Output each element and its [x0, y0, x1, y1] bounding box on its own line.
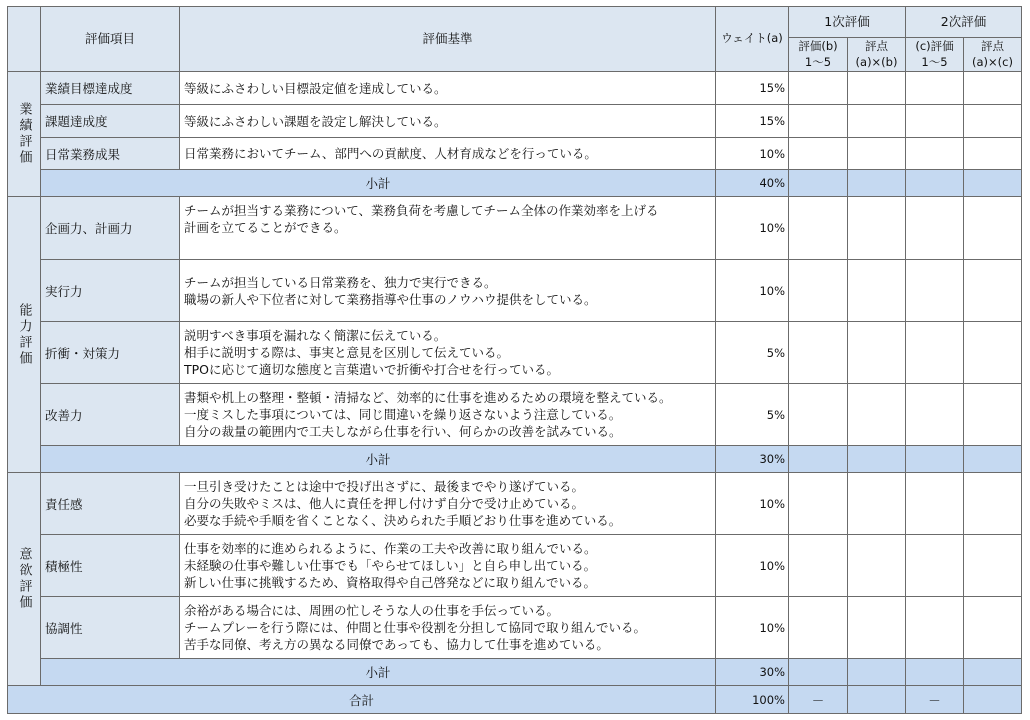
- subtotal-weight: 40%: [716, 170, 789, 197]
- header-first-score: [848, 38, 906, 72]
- first-rating-cell[interactable]: [789, 138, 848, 170]
- header-corner: [8, 7, 41, 72]
- item-criteria: [180, 322, 716, 384]
- table-row: [8, 138, 1022, 170]
- first-score-cell: [848, 138, 906, 170]
- subtotal-cell: [789, 170, 848, 197]
- criteria-line: 必要な手続や手順を省くことなく、決められた手順どおり仕事を進めている。: [184, 513, 622, 528]
- table-row: [8, 473, 1022, 535]
- item-weight: 5%: [716, 384, 789, 446]
- criteria-line: 一度ミスした事項については、同じ間違いを繰り返さないよう注意している。: [184, 407, 622, 422]
- item-weight: 10%: [716, 260, 789, 322]
- table-row: [8, 322, 1022, 384]
- first-score-cell: [848, 384, 906, 446]
- second-rating-cell[interactable]: [906, 597, 964, 659]
- criteria-line: 相手に説明する際は、事実と意見を区別して伝えている。: [184, 345, 510, 360]
- criteria-line: 書類や机上の整理・整頓・清掃など、効率的に仕事を進めるための環境を整えている。: [184, 390, 672, 405]
- first-score-cell: [848, 260, 906, 322]
- first-rating-cell[interactable]: [789, 473, 848, 535]
- second-score-cell: [964, 260, 1022, 322]
- criteria-line: 職場の新人や下位者に対して業務指導や仕事のノウハウ提供をしている。: [184, 291, 597, 307]
- criteria-line: 新しい仕事に挑戦するため、資格取得や自己啓発などに取り組んでいる。: [184, 575, 597, 590]
- criteria-line: 仕事を効率的に進められるように、作業の工夫や改善に取り組んでいる。: [184, 541, 597, 556]
- criteria-line: 日常業務においてチーム、部門への貢献度、人材育成などを行っている。: [184, 146, 597, 161]
- header-second-rating: [906, 38, 964, 72]
- second-rating-cell[interactable]: [906, 105, 964, 138]
- item-criteria: [180, 105, 716, 138]
- subtotal-cell: [848, 170, 906, 197]
- first-score-cell: [848, 105, 906, 138]
- subtotal-cell: [906, 446, 964, 473]
- item-criteria: [180, 72, 716, 105]
- table-row: [8, 72, 1022, 105]
- first-rating-cell[interactable]: [789, 597, 848, 659]
- header-second-rating-line1: (c)評価: [915, 38, 954, 53]
- subtotal-weight: 30%: [716, 659, 789, 686]
- second-rating-cell[interactable]: [906, 384, 964, 446]
- second-score-cell: [964, 597, 1022, 659]
- item-criteria: [180, 197, 716, 260]
- second-rating-cell[interactable]: [906, 473, 964, 535]
- second-score-cell: [964, 197, 1022, 260]
- header-criteria: 評価基準: [180, 7, 716, 72]
- second-score-cell: [964, 384, 1022, 446]
- header-second-score-line2: (a)×(c): [972, 54, 1013, 69]
- header-second-evaluation: 2次評価: [906, 7, 1022, 38]
- table-row: [8, 105, 1022, 138]
- subtotal-cell: [964, 170, 1022, 197]
- item-weight: 5%: [716, 322, 789, 384]
- subtotal-row: [8, 170, 1022, 197]
- table-row: [8, 384, 1022, 446]
- first-rating-cell[interactable]: [789, 197, 848, 260]
- criteria-line: 自分の裁量の範囲内で工夫しながら仕事を行い、何らかの改善を試みている。: [184, 424, 622, 439]
- item-name: 業績目標達成度: [41, 72, 180, 105]
- header-first-evaluation: 1次評価: [789, 7, 906, 38]
- first-rating-cell[interactable]: [789, 72, 848, 105]
- second-score-cell: [964, 322, 1022, 384]
- table-row: [8, 197, 1022, 260]
- item-name: 課題達成度: [41, 105, 180, 138]
- subtotal-cell: [906, 659, 964, 686]
- item-name: 協調性: [41, 597, 180, 659]
- table-row: [8, 260, 1022, 322]
- item-name: 折衝・対策力: [41, 322, 180, 384]
- item-criteria: [180, 597, 716, 659]
- second-score-cell: [964, 138, 1022, 170]
- first-score-cell: [848, 197, 906, 260]
- second-rating-cell[interactable]: [906, 260, 964, 322]
- first-rating-cell[interactable]: [789, 384, 848, 446]
- subtotal-row: [8, 446, 1022, 473]
- header-first-rating-line1: 評価(b): [798, 38, 838, 53]
- second-score-cell: [964, 105, 1022, 138]
- table-row: [8, 597, 1022, 659]
- subtotal-cell: [848, 659, 906, 686]
- item-criteria: [180, 535, 716, 597]
- total-cell: [964, 686, 1022, 714]
- total-label: 合計: [8, 686, 716, 714]
- first-rating-cell[interactable]: [789, 322, 848, 384]
- header-item: 評価項目: [41, 7, 180, 72]
- first-score-cell: [848, 72, 906, 105]
- criteria-line: チームが担当している日常業務を、独力で実行できる。: [184, 274, 497, 290]
- item-weight: 15%: [716, 72, 789, 105]
- header-first-score-line1: 評点: [865, 38, 888, 53]
- subtotal-label: 小計: [41, 659, 716, 686]
- first-rating-cell[interactable]: [789, 535, 848, 597]
- criteria-line: 余裕がある場合には、周囲の忙しそうな人の仕事を手伝っている。: [184, 603, 560, 618]
- item-criteria: [180, 260, 716, 322]
- criteria-line: 計画を立てることができる。: [184, 220, 347, 235]
- header-first-rating: [789, 38, 848, 72]
- first-score-cell: [848, 473, 906, 535]
- subtotal-label: 小計: [41, 446, 716, 473]
- item-weight: 10%: [716, 535, 789, 597]
- item-weight: 10%: [716, 473, 789, 535]
- category-ability: 能力評価: [8, 197, 41, 473]
- item-weight: 15%: [716, 105, 789, 138]
- criteria-line: 一旦引き受けたことは途中で投げ出さずに、最後までやり遂げている。: [184, 479, 585, 494]
- subtotal-cell: [848, 446, 906, 473]
- second-rating-cell[interactable]: [906, 197, 964, 260]
- category-motivation: 意欲評価: [8, 473, 41, 686]
- criteria-line: チームが担当する業務について、業務負荷を考慮してチーム全体の作業効率を上げる: [184, 203, 659, 218]
- subtotal-cell: [964, 446, 1022, 473]
- subtotal-cell: [789, 446, 848, 473]
- criteria-line: 未経験の仕事や難しい仕事でも「やらせてほしい」と自ら申し出ている。: [184, 558, 597, 573]
- item-weight: 10%: [716, 597, 789, 659]
- header-second-rating-line2: 1～5: [921, 54, 948, 69]
- second-score-cell: [964, 473, 1022, 535]
- subtotal-row: [8, 659, 1022, 686]
- subtotal-cell: [964, 659, 1022, 686]
- criteria-line: チームプレーを行う際には、仲間と仕事や役割を分担して協同で取り組んでいる。: [184, 620, 647, 635]
- header-second-score: [964, 38, 1022, 72]
- header-first-rating-line2: 1～5: [804, 54, 832, 69]
- item-name: 実行力: [41, 260, 180, 322]
- second-rating-cell[interactable]: [906, 72, 964, 105]
- first-score-cell: [848, 597, 906, 659]
- item-name: 日常業務成果: [41, 138, 180, 170]
- header-second-score-line1: 評点: [981, 38, 1004, 53]
- evaluation-table: [7, 6, 1022, 714]
- table-row: [8, 535, 1022, 597]
- subtotal-label: 小計: [41, 170, 716, 197]
- second-rating-cell[interactable]: [906, 322, 964, 384]
- total-second-score: －: [906, 686, 964, 714]
- second-rating-cell[interactable]: [906, 535, 964, 597]
- criteria-line: TPOに応じて適切な態度と言葉遣いで折衝や打合せを行っている。: [184, 362, 560, 377]
- second-score-cell: [964, 535, 1022, 597]
- subtotal-cell: [906, 170, 964, 197]
- criteria-line: 等級にふさわしい課題を設定し解決している。: [184, 113, 447, 129]
- first-rating-cell[interactable]: [789, 260, 848, 322]
- item-name: 積極性: [41, 535, 180, 597]
- item-weight: 10%: [716, 197, 789, 260]
- total-row: [8, 686, 1022, 714]
- total-cell: [848, 686, 906, 714]
- item-weight: 10%: [716, 138, 789, 170]
- first-rating-cell[interactable]: [789, 105, 848, 138]
- category-performance: 業績評価: [8, 72, 41, 197]
- criteria-line: 苦手な同僚、考え方の異なる同僚であっても、協力して仕事を進めている。: [184, 637, 609, 652]
- first-score-cell: [848, 322, 906, 384]
- item-criteria: [180, 138, 716, 170]
- criteria-line: 等級にふさわしい目標設定値を達成している。: [184, 80, 447, 96]
- item-criteria: [180, 473, 716, 535]
- item-name: 責任感: [41, 473, 180, 535]
- total-first-score: －: [789, 686, 848, 714]
- item-name: 改善力: [41, 384, 180, 446]
- header-weight: ウェイト(a): [716, 7, 789, 72]
- first-score-cell: [848, 535, 906, 597]
- criteria-line: 説明すべき事項を漏れなく簡潔に伝えている。: [184, 328, 447, 343]
- subtotal-weight: 30%: [716, 446, 789, 473]
- second-score-cell: [964, 72, 1022, 105]
- second-rating-cell[interactable]: [906, 138, 964, 170]
- subtotal-cell: [789, 659, 848, 686]
- criteria-line: 自分の失敗やミスは、他人に責任を押し付けず自分で受け止めている。: [184, 496, 585, 511]
- item-criteria: [180, 384, 716, 446]
- total-weight: 100%: [716, 686, 789, 714]
- item-name: 企画力、計画力: [41, 197, 180, 260]
- header-first-score-line2: (a)×(b): [855, 54, 898, 69]
